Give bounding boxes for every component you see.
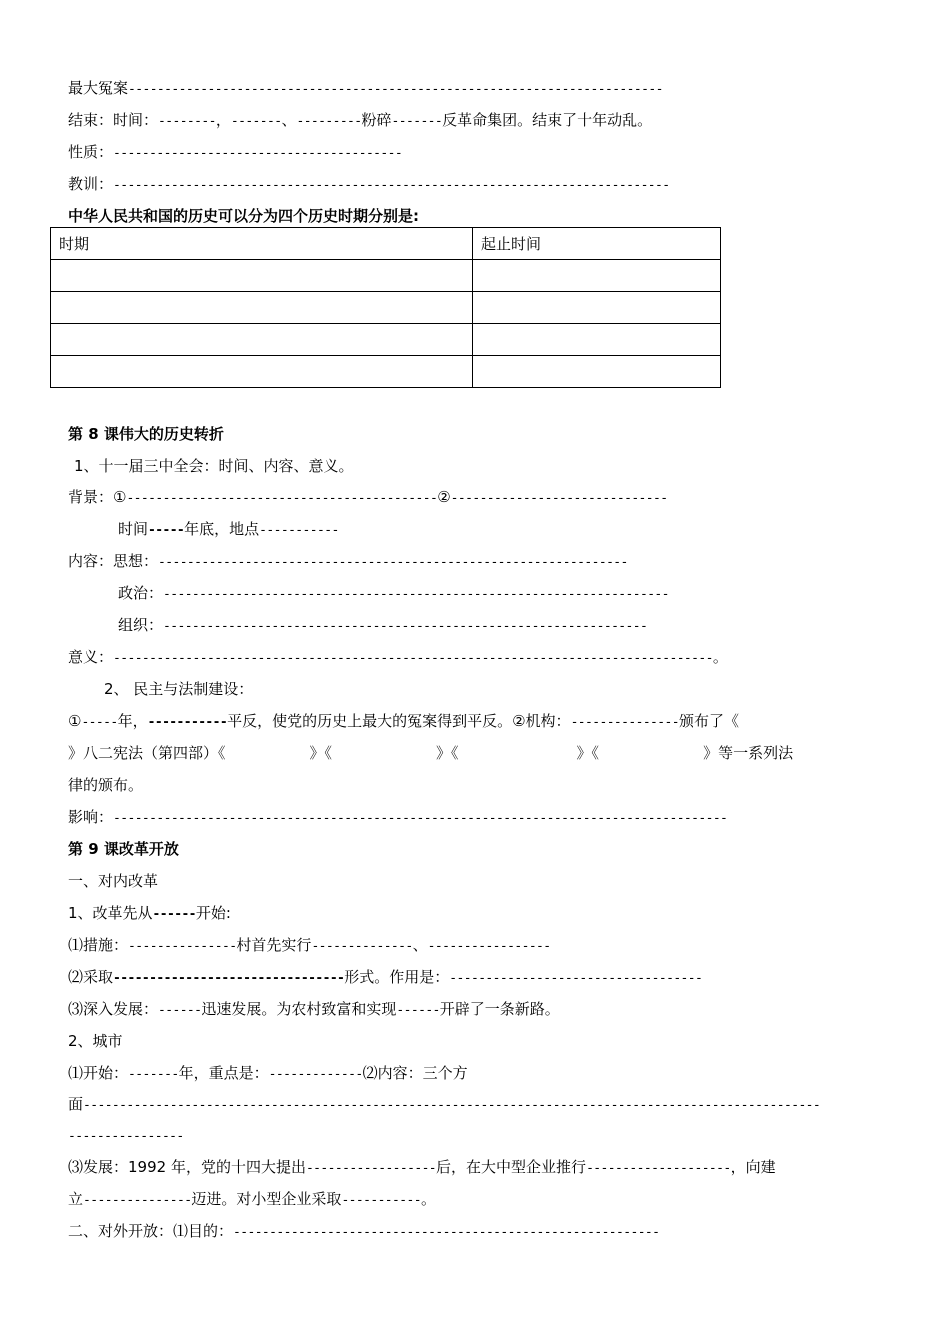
law-issued: 颁布了《	[678, 712, 739, 730]
blank-line: -----	[148, 523, 185, 538]
domestic-reform-heading: 一、对内改革	[68, 872, 159, 890]
blank-line: -------------	[268, 1067, 363, 1082]
politics-label: 政治：	[118, 584, 164, 602]
table-cell[interactable]	[51, 260, 473, 292]
blank-line: -------------------------------------------------------------------	[163, 619, 648, 634]
deepen-label: ⑶深入发展：	[68, 1000, 159, 1018]
table-row	[51, 356, 721, 388]
city-develop-line-2	[68, 1189, 436, 1209]
rural-line	[68, 903, 231, 923]
city-content-label: ⑵内容：三个方	[362, 1064, 468, 1082]
table-cell[interactable]	[51, 292, 473, 324]
blank-line: -------------------------------------------------------------------------------------	[113, 811, 728, 826]
separator: 、	[281, 111, 297, 129]
blank-line: -----------	[259, 523, 339, 538]
content-label: 内容：思想：	[68, 552, 159, 570]
lesson8-item2: 2、 民主与法制建设：	[104, 680, 254, 698]
deepen-tail: 开辟了一条新路。	[439, 1000, 560, 1018]
lesson-line	[68, 174, 669, 194]
establish-mid: 迈进。对小型企业采取	[191, 1190, 342, 1208]
impact-label: 影响：	[68, 808, 114, 826]
blank-line: --------------------	[586, 1161, 731, 1176]
blank-line: -----------------------------------------------------------------------------------	[113, 651, 713, 666]
city-develop-tail: ，向建	[730, 1158, 776, 1176]
opening-line	[68, 1221, 659, 1241]
blank-line: --------------------------------------------------------------------------	[128, 82, 663, 97]
city-content-wrap	[68, 1125, 184, 1145]
city-start-label: ⑴开始：	[68, 1064, 129, 1082]
blank-line: ------	[158, 1003, 202, 1018]
blank-line: -----------------------------------	[449, 971, 703, 986]
blank-line: -------	[391, 114, 443, 129]
blank-line: ----------------------------------------------------------------------	[163, 587, 669, 602]
background-line	[68, 487, 667, 507]
organization-line	[118, 615, 647, 635]
table-row	[51, 260, 721, 292]
time-line	[118, 519, 339, 539]
law-bracket: 》《	[576, 744, 600, 762]
lesson-label: 教训：	[68, 175, 114, 193]
city-content-line	[68, 1094, 820, 1114]
city-content-cont: 面	[68, 1095, 84, 1113]
city-develop-mid: 后，在大中型企业推行	[436, 1158, 587, 1176]
nature-label: 性质：	[68, 143, 114, 161]
background-label: 背景：①	[68, 488, 127, 506]
lesson8-item1: 1、十一届三中全会：时间、内容、意义。	[74, 457, 354, 475]
prc-periods-table	[50, 227, 721, 388]
law-text: 平反，使党的历史上最大的冤案得到平反。②机构：	[227, 712, 571, 730]
circled-one: ①	[68, 712, 82, 730]
rural-label: 1、改革先从	[68, 904, 153, 922]
table-cell[interactable]	[51, 324, 473, 356]
blank-line: -----------------------------------------------------------------	[158, 555, 628, 570]
table-row	[51, 324, 721, 356]
organization-label: 组织：	[118, 616, 164, 634]
blank-line: ---------	[296, 114, 362, 129]
table-cell[interactable]	[473, 324, 721, 356]
blank-line: ------------------	[305, 1161, 437, 1176]
blank-line: -------------------------------------------	[126, 491, 438, 506]
table-header-row	[51, 228, 721, 260]
separator: 、	[412, 936, 428, 954]
meaning-line	[68, 647, 728, 667]
table-row	[51, 292, 721, 324]
adopt-mid: 形式。作用是：	[344, 968, 450, 986]
content-line	[68, 551, 628, 571]
adopt-label: ⑵采取	[68, 968, 114, 986]
blank-line: ---------------	[570, 715, 679, 730]
blank-line: -----------------------------------------------------------	[233, 1225, 660, 1240]
law-bracket: 》《	[436, 744, 459, 762]
law-series: 》等一系列法	[703, 744, 794, 762]
end-line	[68, 110, 652, 130]
law-constitution: 》八二宪法（第四部）《	[68, 744, 226, 762]
city-start-line	[68, 1063, 468, 1083]
lesson9-title: 第 9 课改革开放	[68, 840, 179, 858]
comma: ，	[215, 111, 231, 129]
blank-line: -----------	[341, 1193, 421, 1208]
meaning-label: 意义：	[68, 648, 114, 666]
city-heading: 2、城市	[68, 1032, 123, 1050]
blank-line: -----------------	[427, 939, 551, 954]
period-mark: 。	[420, 1190, 436, 1208]
circled-two: ②	[437, 488, 451, 506]
blank-line: -----------------------------------------------------------------------------	[113, 178, 670, 193]
measures-label: ⑴措施：	[68, 936, 129, 954]
impact-line	[68, 807, 727, 827]
blank-line: ----------------------------------------	[113, 146, 403, 161]
measures-mid: 村首先实行	[236, 936, 312, 954]
rural-tail: 开始:	[195, 904, 231, 922]
blank-line: ---------------	[128, 939, 237, 954]
period-mark: 。	[712, 648, 728, 666]
opening-label: 二、对外开放：⑴目的：	[68, 1222, 234, 1240]
blank-line: ------------------------------	[450, 491, 668, 506]
nature-line	[68, 142, 402, 162]
header-time-range: 起止时间	[473, 228, 721, 260]
law-line-2	[68, 743, 793, 763]
law-year: 年，	[117, 712, 148, 730]
blank-line: -------	[230, 114, 282, 129]
blank-line: ------------------------------------------------------------------------------------------------------	[83, 1098, 821, 1113]
blank-line: ----------------	[68, 1129, 184, 1144]
law-line-3: 律的颁布。	[68, 776, 144, 794]
blank-line: --------------	[311, 939, 413, 954]
measures-line	[68, 935, 551, 955]
prc-table-title: 中华人民共和国的历史可以分为四个历史时期分别是:	[68, 207, 420, 225]
end-label: 结束：时间：	[68, 111, 159, 129]
city-develop-line	[68, 1157, 776, 1177]
time-label: 时间	[118, 520, 149, 538]
blank-line: -----	[81, 715, 118, 730]
table-cell[interactable]	[473, 356, 721, 388]
lesson8-title: 第 8 课伟大的历史转折	[68, 425, 224, 443]
politics-line	[118, 583, 669, 603]
crush-text: 粉碎	[361, 111, 392, 129]
blank-line: ---------------	[83, 1193, 192, 1208]
blank-line: -------	[128, 1067, 179, 1082]
end-tail: 反革命集团。结束了十年动乱。	[442, 111, 653, 129]
biggest-case-label: 最大冤案	[68, 79, 129, 97]
table-cell[interactable]	[51, 356, 473, 388]
biggest-case-line	[68, 78, 663, 98]
law-line-1	[68, 711, 739, 731]
deepen-line	[68, 999, 560, 1019]
blank-line: -----------	[147, 715, 228, 730]
establish-label: 立	[68, 1190, 84, 1208]
time-mid: 年底，地点	[184, 520, 260, 538]
blank-line: ------	[396, 1003, 440, 1018]
blank-line: ------	[152, 907, 196, 922]
header-period: 时期	[51, 228, 473, 260]
city-develop-label: ⑶发展：1992 年，党的十四大提出	[68, 1158, 306, 1176]
deepen-mid: 迅速发展。为农村致富和实现	[201, 1000, 397, 1018]
city-start-mid: 年，重点是：	[178, 1064, 269, 1082]
table-cell[interactable]	[473, 260, 721, 292]
blank-line: --------	[158, 114, 216, 129]
table-cell[interactable]	[473, 292, 721, 324]
law-bracket: 》《	[309, 744, 333, 762]
blank-line: --------------------------------	[113, 971, 345, 986]
adopt-line	[68, 967, 702, 987]
